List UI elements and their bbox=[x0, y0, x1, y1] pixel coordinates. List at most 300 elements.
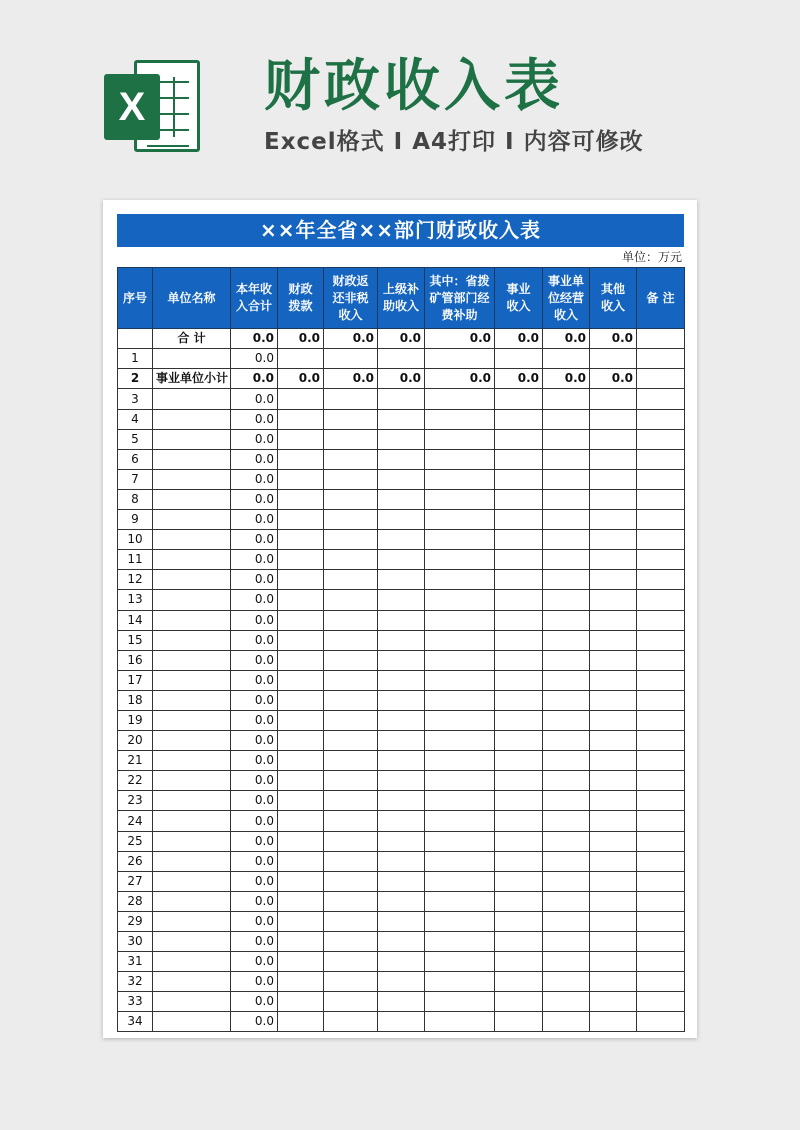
table-cell[interactable] bbox=[543, 510, 590, 530]
table-cell[interactable]: 0.0 bbox=[495, 329, 543, 349]
unit-name-cell[interactable]: 合 计 bbox=[153, 329, 231, 349]
row-index-cell[interactable]: 33 bbox=[118, 992, 153, 1012]
table-cell[interactable] bbox=[495, 469, 543, 489]
row-index-cell[interactable]: 7 bbox=[118, 469, 153, 489]
unit-name-cell[interactable] bbox=[153, 409, 231, 429]
table-cell[interactable] bbox=[378, 911, 425, 931]
table-cell[interactable] bbox=[543, 530, 590, 550]
table-cell[interactable] bbox=[425, 449, 495, 469]
unit-name-cell[interactable] bbox=[153, 570, 231, 590]
table-cell[interactable] bbox=[324, 932, 378, 952]
unit-name-cell[interactable] bbox=[153, 932, 231, 952]
table-cell[interactable]: 0.0 bbox=[231, 349, 278, 369]
table-cell[interactable] bbox=[425, 871, 495, 891]
table-cell[interactable] bbox=[637, 530, 685, 550]
table-cell[interactable] bbox=[637, 811, 685, 831]
table-cell[interactable]: 0.0 bbox=[231, 911, 278, 931]
table-cell[interactable] bbox=[543, 690, 590, 710]
table-cell[interactable] bbox=[425, 952, 495, 972]
table-cell[interactable] bbox=[590, 630, 637, 650]
table-cell[interactable] bbox=[495, 570, 543, 590]
table-cell[interactable] bbox=[590, 851, 637, 871]
table-cell[interactable] bbox=[543, 771, 590, 791]
table-cell[interactable] bbox=[495, 731, 543, 751]
row-index-cell[interactable]: 15 bbox=[118, 630, 153, 650]
table-cell[interactable]: 0.0 bbox=[231, 972, 278, 992]
table-cell[interactable] bbox=[637, 369, 685, 389]
table-cell[interactable] bbox=[495, 650, 543, 670]
table-cell[interactable] bbox=[590, 610, 637, 630]
table-cell[interactable] bbox=[425, 590, 495, 610]
table-cell[interactable] bbox=[324, 771, 378, 791]
table-cell[interactable] bbox=[495, 831, 543, 851]
table-cell[interactable] bbox=[324, 731, 378, 751]
table-cell[interactable] bbox=[378, 972, 425, 992]
row-index-cell[interactable]: 2 bbox=[118, 369, 153, 389]
table-cell[interactable] bbox=[590, 751, 637, 771]
unit-name-cell[interactable] bbox=[153, 590, 231, 610]
row-index-cell[interactable]: 17 bbox=[118, 670, 153, 690]
row-index-cell[interactable]: 4 bbox=[118, 409, 153, 429]
table-cell[interactable] bbox=[278, 831, 324, 851]
unit-name-cell[interactable] bbox=[153, 871, 231, 891]
table-cell[interactable] bbox=[495, 952, 543, 972]
table-cell[interactable]: 0.0 bbox=[231, 851, 278, 871]
table-cell[interactable]: 0.0 bbox=[231, 952, 278, 972]
table-cell[interactable] bbox=[495, 550, 543, 570]
table-cell[interactable] bbox=[495, 871, 543, 891]
row-index-cell[interactable]: 25 bbox=[118, 831, 153, 851]
row-index-cell[interactable]: 18 bbox=[118, 690, 153, 710]
unit-name-cell[interactable] bbox=[153, 469, 231, 489]
unit-name-cell[interactable] bbox=[153, 731, 231, 751]
table-cell[interactable] bbox=[425, 771, 495, 791]
table-cell[interactable] bbox=[425, 409, 495, 429]
table-cell[interactable] bbox=[590, 590, 637, 610]
row-index-cell[interactable]: 8 bbox=[118, 489, 153, 509]
table-cell[interactable] bbox=[278, 851, 324, 871]
table-cell[interactable] bbox=[590, 670, 637, 690]
table-cell[interactable] bbox=[278, 811, 324, 831]
table-cell[interactable] bbox=[378, 590, 425, 610]
table-cell[interactable] bbox=[278, 590, 324, 610]
table-cell[interactable] bbox=[425, 911, 495, 931]
row-index-cell[interactable]: 1 bbox=[118, 349, 153, 369]
table-cell[interactable] bbox=[590, 349, 637, 369]
table-cell[interactable] bbox=[425, 791, 495, 811]
table-cell[interactable] bbox=[425, 811, 495, 831]
table-cell[interactable] bbox=[637, 891, 685, 911]
table-cell[interactable] bbox=[324, 871, 378, 891]
table-cell[interactable] bbox=[637, 871, 685, 891]
table-cell[interactable] bbox=[590, 791, 637, 811]
table-cell[interactable]: 0.0 bbox=[231, 510, 278, 530]
table-cell[interactable] bbox=[324, 610, 378, 630]
table-cell[interactable] bbox=[278, 650, 324, 670]
table-cell[interactable] bbox=[495, 610, 543, 630]
table-cell[interactable] bbox=[543, 972, 590, 992]
table-cell[interactable] bbox=[378, 429, 425, 449]
table-cell[interactable] bbox=[278, 429, 324, 449]
table-cell[interactable]: 0.0 bbox=[231, 550, 278, 570]
unit-name-cell[interactable] bbox=[153, 550, 231, 570]
table-cell[interactable] bbox=[590, 510, 637, 530]
unit-name-cell[interactable] bbox=[153, 510, 231, 530]
table-cell[interactable] bbox=[278, 992, 324, 1012]
table-cell[interactable] bbox=[637, 489, 685, 509]
unit-name-cell[interactable] bbox=[153, 449, 231, 469]
table-cell[interactable] bbox=[637, 469, 685, 489]
table-cell[interactable] bbox=[495, 1012, 543, 1032]
table-cell[interactable] bbox=[378, 489, 425, 509]
unit-name-cell[interactable] bbox=[153, 1012, 231, 1032]
table-cell[interactable] bbox=[324, 690, 378, 710]
unit-name-cell[interactable] bbox=[153, 429, 231, 449]
row-index-cell[interactable] bbox=[118, 329, 153, 349]
table-cell[interactable] bbox=[637, 751, 685, 771]
table-cell[interactable] bbox=[278, 570, 324, 590]
table-cell[interactable]: 0.0 bbox=[231, 771, 278, 791]
table-cell[interactable] bbox=[590, 469, 637, 489]
table-cell[interactable] bbox=[590, 911, 637, 931]
table-cell[interactable] bbox=[378, 449, 425, 469]
table-cell[interactable]: 0.0 bbox=[378, 329, 425, 349]
table-cell[interactable] bbox=[425, 670, 495, 690]
table-cell[interactable] bbox=[425, 751, 495, 771]
table-cell[interactable]: 0.0 bbox=[231, 690, 278, 710]
table-cell[interactable] bbox=[495, 911, 543, 931]
row-index-cell[interactable]: 16 bbox=[118, 650, 153, 670]
table-cell[interactable]: 0.0 bbox=[324, 329, 378, 349]
table-cell[interactable] bbox=[278, 349, 324, 369]
row-index-cell[interactable]: 5 bbox=[118, 429, 153, 449]
table-cell[interactable]: 0.0 bbox=[278, 369, 324, 389]
table-cell[interactable] bbox=[543, 952, 590, 972]
table-cell[interactable] bbox=[590, 530, 637, 550]
row-index-cell[interactable]: 11 bbox=[118, 550, 153, 570]
table-cell[interactable]: 0.0 bbox=[590, 369, 637, 389]
table-cell[interactable] bbox=[637, 349, 685, 369]
table-cell[interactable]: 0.0 bbox=[231, 891, 278, 911]
table-cell[interactable] bbox=[378, 731, 425, 751]
row-index-cell[interactable]: 21 bbox=[118, 751, 153, 771]
table-cell[interactable] bbox=[590, 952, 637, 972]
table-cell[interactable] bbox=[495, 489, 543, 509]
table-cell[interactable] bbox=[543, 891, 590, 911]
unit-name-cell[interactable] bbox=[153, 710, 231, 730]
row-index-cell[interactable]: 26 bbox=[118, 851, 153, 871]
table-cell[interactable] bbox=[425, 851, 495, 871]
table-cell[interactable] bbox=[543, 911, 590, 931]
table-cell[interactable] bbox=[637, 610, 685, 630]
row-index-cell[interactable]: 34 bbox=[118, 1012, 153, 1032]
unit-name-cell[interactable] bbox=[153, 771, 231, 791]
table-cell[interactable]: 0.0 bbox=[231, 389, 278, 409]
table-cell[interactable]: 0.0 bbox=[231, 650, 278, 670]
table-cell[interactable] bbox=[425, 510, 495, 530]
table-cell[interactable]: 0.0 bbox=[231, 992, 278, 1012]
table-cell[interactable] bbox=[543, 349, 590, 369]
table-cell[interactable] bbox=[425, 550, 495, 570]
table-cell[interactable] bbox=[637, 972, 685, 992]
table-cell[interactable] bbox=[324, 590, 378, 610]
row-index-cell[interactable]: 10 bbox=[118, 530, 153, 550]
table-cell[interactable] bbox=[425, 469, 495, 489]
table-cell[interactable] bbox=[590, 932, 637, 952]
table-cell[interactable] bbox=[543, 469, 590, 489]
table-cell[interactable] bbox=[495, 429, 543, 449]
table-cell[interactable] bbox=[324, 851, 378, 871]
table-cell[interactable] bbox=[495, 389, 543, 409]
table-cell[interactable] bbox=[543, 670, 590, 690]
table-cell[interactable] bbox=[378, 389, 425, 409]
table-cell[interactable] bbox=[278, 389, 324, 409]
table-cell[interactable] bbox=[425, 530, 495, 550]
table-cell[interactable] bbox=[324, 550, 378, 570]
row-index-cell[interactable]: 9 bbox=[118, 510, 153, 530]
table-cell[interactable] bbox=[637, 690, 685, 710]
table-cell[interactable] bbox=[425, 831, 495, 851]
table-cell[interactable] bbox=[378, 530, 425, 550]
row-index-cell[interactable]: 29 bbox=[118, 911, 153, 931]
table-cell[interactable] bbox=[637, 952, 685, 972]
table-cell[interactable]: 0.0 bbox=[231, 871, 278, 891]
table-cell[interactable]: 0.0 bbox=[231, 751, 278, 771]
table-cell[interactable] bbox=[543, 389, 590, 409]
table-cell[interactable] bbox=[495, 851, 543, 871]
table-cell[interactable] bbox=[378, 610, 425, 630]
table-cell[interactable] bbox=[590, 429, 637, 449]
table-cell[interactable] bbox=[543, 831, 590, 851]
table-cell[interactable] bbox=[324, 811, 378, 831]
table-cell[interactable] bbox=[324, 570, 378, 590]
table-cell[interactable] bbox=[324, 952, 378, 972]
table-cell[interactable] bbox=[637, 911, 685, 931]
table-cell[interactable] bbox=[543, 731, 590, 751]
table-cell[interactable] bbox=[378, 751, 425, 771]
row-index-cell[interactable]: 12 bbox=[118, 570, 153, 590]
table-cell[interactable] bbox=[324, 389, 378, 409]
unit-name-cell[interactable] bbox=[153, 610, 231, 630]
table-cell[interactable] bbox=[543, 932, 590, 952]
table-cell[interactable]: 0.0 bbox=[231, 489, 278, 509]
table-cell[interactable] bbox=[278, 530, 324, 550]
unit-name-cell[interactable] bbox=[153, 690, 231, 710]
table-cell[interactable] bbox=[378, 811, 425, 831]
table-cell[interactable] bbox=[543, 550, 590, 570]
table-cell[interactable]: 0.0 bbox=[543, 369, 590, 389]
table-cell[interactable] bbox=[637, 329, 685, 349]
table-cell[interactable] bbox=[590, 449, 637, 469]
unit-name-cell[interactable] bbox=[153, 911, 231, 931]
table-cell[interactable] bbox=[495, 530, 543, 550]
table-cell[interactable] bbox=[278, 550, 324, 570]
table-cell[interactable] bbox=[543, 630, 590, 650]
table-cell[interactable] bbox=[425, 690, 495, 710]
table-cell[interactable]: 0.0 bbox=[425, 329, 495, 349]
unit-name-cell[interactable] bbox=[153, 670, 231, 690]
row-index-cell[interactable]: 28 bbox=[118, 891, 153, 911]
table-cell[interactable]: 0.0 bbox=[590, 329, 637, 349]
table-cell[interactable] bbox=[637, 710, 685, 730]
table-cell[interactable] bbox=[324, 670, 378, 690]
table-cell[interactable]: 0.0 bbox=[231, 831, 278, 851]
unit-name-cell[interactable] bbox=[153, 851, 231, 871]
table-cell[interactable] bbox=[543, 851, 590, 871]
table-cell[interactable] bbox=[278, 510, 324, 530]
row-index-cell[interactable]: 6 bbox=[118, 449, 153, 469]
table-cell[interactable] bbox=[590, 972, 637, 992]
table-cell[interactable] bbox=[378, 469, 425, 489]
table-cell[interactable] bbox=[543, 751, 590, 771]
table-cell[interactable] bbox=[637, 429, 685, 449]
table-cell[interactable] bbox=[637, 771, 685, 791]
table-cell[interactable] bbox=[324, 710, 378, 730]
table-cell[interactable] bbox=[425, 992, 495, 1012]
table-cell[interactable] bbox=[425, 429, 495, 449]
table-cell[interactable] bbox=[637, 650, 685, 670]
table-cell[interactable] bbox=[278, 489, 324, 509]
unit-name-cell[interactable] bbox=[153, 811, 231, 831]
table-cell[interactable] bbox=[495, 751, 543, 771]
table-cell[interactable] bbox=[324, 972, 378, 992]
table-cell[interactable] bbox=[590, 731, 637, 751]
table-cell[interactable] bbox=[378, 851, 425, 871]
table-cell[interactable] bbox=[278, 610, 324, 630]
table-cell[interactable] bbox=[495, 409, 543, 429]
unit-name-cell[interactable] bbox=[153, 530, 231, 550]
unit-name-cell[interactable] bbox=[153, 952, 231, 972]
table-cell[interactable] bbox=[324, 650, 378, 670]
table-cell[interactable] bbox=[324, 831, 378, 851]
table-cell[interactable] bbox=[543, 811, 590, 831]
table-cell[interactable] bbox=[590, 771, 637, 791]
row-index-cell[interactable]: 3 bbox=[118, 389, 153, 409]
table-cell[interactable] bbox=[495, 510, 543, 530]
table-cell[interactable] bbox=[495, 811, 543, 831]
table-cell[interactable] bbox=[378, 570, 425, 590]
unit-name-cell[interactable]: 事业单位小计 bbox=[153, 369, 231, 389]
table-cell[interactable] bbox=[324, 409, 378, 429]
table-cell[interactable] bbox=[637, 449, 685, 469]
table-cell[interactable] bbox=[278, 791, 324, 811]
table-cell[interactable] bbox=[590, 389, 637, 409]
table-cell[interactable] bbox=[637, 510, 685, 530]
table-cell[interactable] bbox=[590, 831, 637, 851]
table-cell[interactable] bbox=[590, 992, 637, 1012]
table-cell[interactable] bbox=[495, 972, 543, 992]
table-cell[interactable]: 0.0 bbox=[231, 469, 278, 489]
table-cell[interactable] bbox=[425, 731, 495, 751]
table-cell[interactable] bbox=[590, 409, 637, 429]
table-cell[interactable] bbox=[378, 932, 425, 952]
table-cell[interactable] bbox=[378, 650, 425, 670]
table-cell[interactable] bbox=[590, 811, 637, 831]
table-cell[interactable] bbox=[425, 630, 495, 650]
table-cell[interactable] bbox=[278, 871, 324, 891]
table-cell[interactable] bbox=[324, 489, 378, 509]
table-cell[interactable]: 0.0 bbox=[425, 369, 495, 389]
table-cell[interactable] bbox=[324, 992, 378, 1012]
table-cell[interactable]: 0.0 bbox=[231, 731, 278, 751]
table-cell[interactable]: 0.0 bbox=[231, 570, 278, 590]
table-cell[interactable] bbox=[278, 1012, 324, 1032]
table-cell[interactable] bbox=[378, 550, 425, 570]
table-cell[interactable] bbox=[324, 630, 378, 650]
table-cell[interactable]: 0.0 bbox=[231, 610, 278, 630]
table-cell[interactable] bbox=[637, 389, 685, 409]
unit-name-cell[interactable] bbox=[153, 891, 231, 911]
table-cell[interactable] bbox=[637, 731, 685, 751]
table-cell[interactable] bbox=[324, 349, 378, 369]
table-cell[interactable]: 0.0 bbox=[231, 811, 278, 831]
unit-name-cell[interactable] bbox=[153, 972, 231, 992]
table-cell[interactable] bbox=[378, 349, 425, 369]
table-cell[interactable] bbox=[378, 891, 425, 911]
table-cell[interactable] bbox=[378, 952, 425, 972]
table-cell[interactable] bbox=[425, 972, 495, 992]
unit-name-cell[interactable] bbox=[153, 349, 231, 369]
table-cell[interactable] bbox=[543, 429, 590, 449]
table-cell[interactable] bbox=[637, 791, 685, 811]
table-cell[interactable] bbox=[637, 630, 685, 650]
table-cell[interactable]: 0.0 bbox=[231, 710, 278, 730]
table-cell[interactable] bbox=[495, 932, 543, 952]
table-cell[interactable] bbox=[378, 1012, 425, 1032]
table-cell[interactable] bbox=[425, 650, 495, 670]
table-cell[interactable] bbox=[637, 831, 685, 851]
table-cell[interactable]: 0.0 bbox=[495, 369, 543, 389]
table-cell[interactable]: 0.0 bbox=[231, 590, 278, 610]
unit-name-cell[interactable] bbox=[153, 489, 231, 509]
table-cell[interactable] bbox=[278, 952, 324, 972]
table-cell[interactable] bbox=[278, 409, 324, 429]
table-cell[interactable] bbox=[425, 349, 495, 369]
table-cell[interactable] bbox=[543, 650, 590, 670]
table-cell[interactable] bbox=[378, 871, 425, 891]
table-cell[interactable] bbox=[543, 449, 590, 469]
table-cell[interactable] bbox=[590, 1012, 637, 1032]
table-cell[interactable] bbox=[637, 590, 685, 610]
row-index-cell[interactable]: 27 bbox=[118, 871, 153, 891]
table-cell[interactable] bbox=[278, 891, 324, 911]
unit-name-cell[interactable] bbox=[153, 389, 231, 409]
table-cell[interactable] bbox=[278, 690, 324, 710]
table-cell[interactable] bbox=[495, 630, 543, 650]
table-cell[interactable] bbox=[324, 891, 378, 911]
table-cell[interactable] bbox=[324, 449, 378, 469]
table-cell[interactable] bbox=[378, 690, 425, 710]
table-cell[interactable]: 0.0 bbox=[231, 932, 278, 952]
table-cell[interactable] bbox=[637, 570, 685, 590]
table-cell[interactable]: 0.0 bbox=[231, 1012, 278, 1032]
table-cell[interactable] bbox=[278, 670, 324, 690]
table-cell[interactable] bbox=[278, 972, 324, 992]
row-index-cell[interactable]: 31 bbox=[118, 952, 153, 972]
table-cell[interactable] bbox=[378, 771, 425, 791]
row-index-cell[interactable]: 30 bbox=[118, 932, 153, 952]
table-cell[interactable] bbox=[495, 710, 543, 730]
table-cell[interactable] bbox=[324, 791, 378, 811]
table-cell[interactable] bbox=[278, 630, 324, 650]
table-cell[interactable] bbox=[495, 590, 543, 610]
table-cell[interactable]: 0.0 bbox=[231, 630, 278, 650]
table-cell[interactable] bbox=[378, 791, 425, 811]
row-index-cell[interactable]: 23 bbox=[118, 791, 153, 811]
row-index-cell[interactable]: 14 bbox=[118, 610, 153, 630]
table-cell[interactable] bbox=[543, 570, 590, 590]
table-cell[interactable]: 0.0 bbox=[231, 530, 278, 550]
